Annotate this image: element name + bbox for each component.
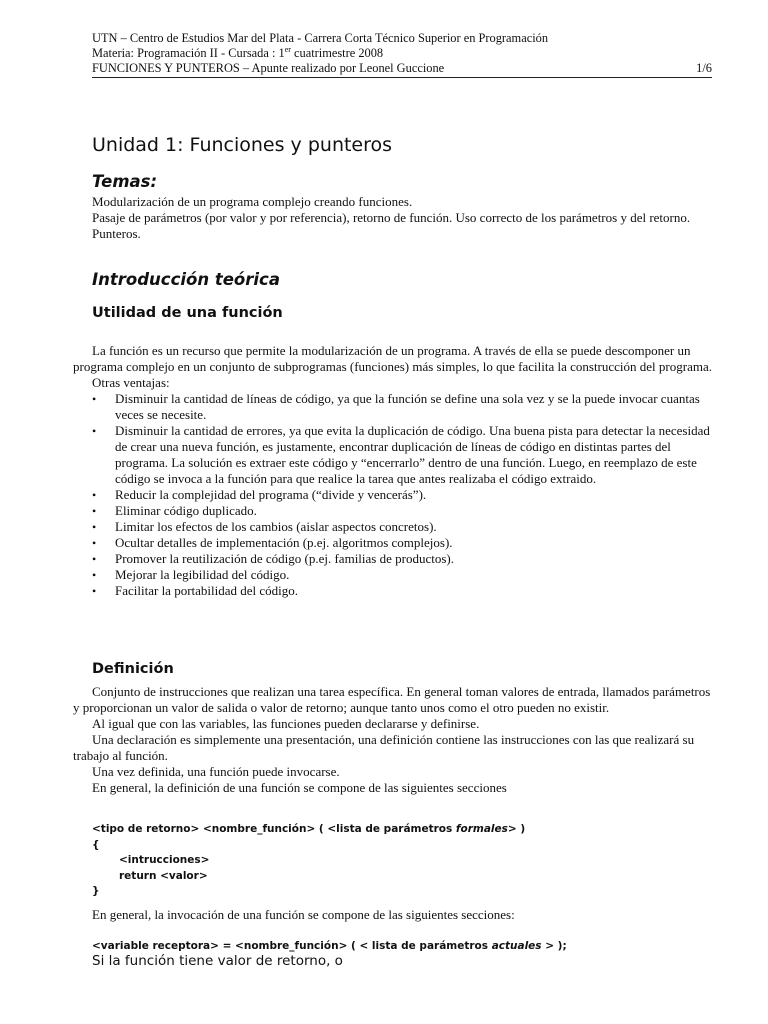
- definicion-paragraph: Una vez definida, una función puede invocarse.: [92, 764, 340, 779]
- intro-heading: Introducción teórica: [92, 270, 280, 289]
- temas-item: Modularización de un programa complejo creando funciones.: [92, 194, 413, 209]
- list-item: [73, 519, 713, 535]
- definicion-paragraph: En general, la definición de una función se compone de las siguientes secciones: [92, 780, 507, 795]
- invocation-code-text: <variable receptora> = <nombre_función> ( < lista de parámetros: [92, 940, 492, 952]
- definition-code-block: [92, 822, 525, 900]
- list-item: [73, 503, 713, 519]
- list-item-text: Ocultar detalles de implementación (p.ej. algoritmos complejos).: [115, 535, 453, 550]
- header-subject-term: cuatrimestre 2008: [290, 46, 384, 60]
- header-subject: [92, 46, 712, 61]
- list-item-text: Eliminar código duplicado.: [115, 503, 257, 518]
- invocation-code-end: > );: [541, 940, 567, 952]
- list-item-text: Reducir la complejidad del programa (“divide y vencerás”).: [115, 487, 427, 502]
- code-open-brace: {: [92, 838, 100, 851]
- page-header: [92, 31, 712, 78]
- bullet-icon: •: [92, 488, 97, 502]
- code-return: return <valor>: [119, 869, 208, 882]
- list-item-text: Disminuir la cantidad de errores, ya que evita la duplicación de código. Una buena pista para detectar la necesidad de crear una nueva función, es justamente, encontrar duplicación de líneas de código en distintas partes del programa. La solución es extraer este código y “encerrarlo” dentro de una función. Luego, en reemplazo de este código se invoca a la función para que realice la tarea que antes realizaba el código extraido.: [115, 423, 710, 486]
- list-item: [73, 423, 713, 487]
- list-item: [73, 487, 713, 503]
- code-signature-end: > ): [507, 823, 526, 835]
- list-item: [73, 551, 713, 567]
- bullet-icon: •: [92, 568, 97, 582]
- definicion-paragraph: Conjunto de instrucciones que realizan una tarea específica. En general toman valores de entrada, llamados parámetros y proporcionan un valor de salida o valor de retorno; aunque tanto unos como el otro pueden no existir.: [73, 684, 711, 715]
- definicion-section: [73, 684, 713, 796]
- list-item-text: Mejorar la legibilidad del código.: [115, 567, 290, 582]
- bullet-icon: •: [92, 584, 97, 598]
- definicion-paragraph: Una declaración es simplemente una presentación, una definición contiene las instrucciones con las que realizará su trabajo al función.: [73, 732, 695, 763]
- bullet-icon: •: [92, 552, 97, 566]
- temas-list: [73, 194, 713, 242]
- invocation-code-italic: actuales: [491, 940, 542, 952]
- temas-item: Pasaje de parámetros (por valor y por referencia), retorno de función. Uso correcto de los parámetros y del retorno.: [92, 210, 691, 225]
- code-signature-text: <tipo de retorno> <nombre_función> ( <lista de parámetros: [92, 823, 456, 835]
- list-item-text: Disminuir la cantidad de líneas de código, ya que la función se define una sola vez y se la puede invocar cuantas veces se necesite.: [115, 391, 700, 422]
- bullet-icon: •: [92, 392, 97, 406]
- code-instructions: <intrucciones>: [119, 854, 210, 866]
- code-close-brace: }: [92, 885, 100, 897]
- code-signature-italic: formales: [455, 823, 508, 835]
- bullet-icon: •: [92, 504, 97, 518]
- header-subject-text: Materia: Programación II - Cursada : 1: [92, 46, 285, 60]
- utilidad-heading: Utilidad de una función: [92, 305, 283, 321]
- invocacion-section: [73, 907, 713, 923]
- temas-item: Punteros.: [92, 226, 141, 241]
- code-signature: [92, 822, 525, 838]
- bullet-icon: •: [92, 536, 97, 550]
- utilidad-section: [73, 343, 713, 599]
- bullet-icon: •: [92, 520, 97, 534]
- definicion-paragraph: Al igual que con las variables, las funciones pueden declararse y definirse.: [92, 716, 480, 731]
- header-topic: FUNCIONES Y PUNTEROS – Apunte realizado por Leonel Guccione: [92, 61, 445, 75]
- invocacion-paragraph: En general, la invocación de una función se compone de las siguientes secciones:: [92, 907, 515, 922]
- list-item-text: Promover la reutilización de código (p.ej. familias de productos).: [115, 551, 454, 566]
- ventajas-list: [73, 391, 713, 599]
- header-topic-row: [92, 61, 712, 76]
- definicion-heading: Definición: [92, 661, 174, 677]
- trailing-line: Si la función tiene valor de retorno, o: [92, 953, 343, 969]
- list-item-text: Limitar los efectos de los cambios (aislar aspectos concretos).: [115, 519, 437, 534]
- page-number: 1/6: [696, 61, 712, 75]
- temas-heading: Temas:: [92, 172, 158, 191]
- ventajas-label: Otras ventajas:: [92, 375, 170, 390]
- bullet-icon: •: [92, 424, 97, 438]
- page-title: Unidad 1: Funciones y punteros: [92, 134, 393, 156]
- list-item: [73, 583, 713, 599]
- list-item: [73, 567, 713, 583]
- list-item-text: Facilitar la portabilidad del código.: [115, 583, 299, 598]
- list-item: [73, 535, 713, 551]
- header-superscript: er: [284, 44, 291, 54]
- utilidad-paragraph: La función es un recurso que permite la modularización de un programa. A través de ella se puede descomponer un programa complejo en un conjunto de subprogramas (funciones) más simples, lo que facilita la construcción del programa.: [73, 343, 712, 374]
- header-institution: UTN – Centro de Estudios Mar del Plata - Carrera Corta Técnico Superior en Programación: [92, 31, 549, 45]
- list-item: [73, 391, 713, 423]
